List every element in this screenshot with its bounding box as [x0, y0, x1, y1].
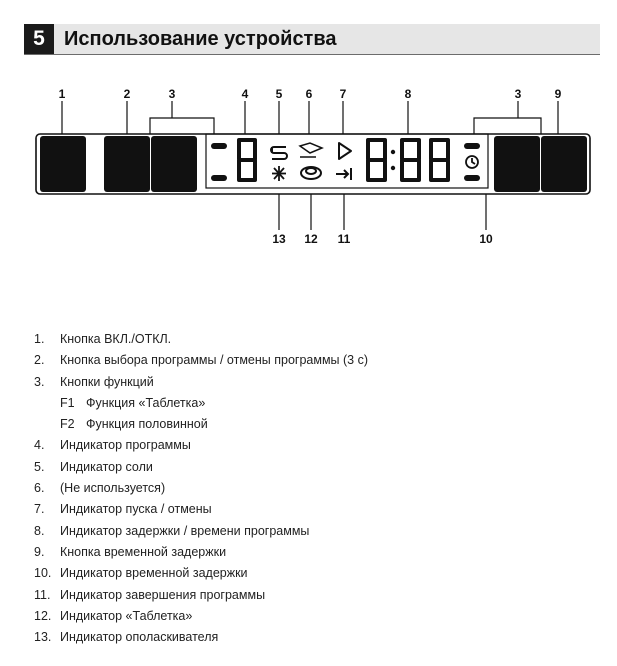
callout-5: 5	[275, 87, 283, 101]
callout-6: 6	[305, 87, 313, 101]
callout-3-right: 3	[514, 87, 522, 101]
callout-12: 12	[304, 232, 318, 246]
program-select-button[interactable]	[104, 136, 150, 192]
callout-2: 2	[123, 87, 131, 101]
callout-1: 1	[58, 87, 66, 101]
callout-13: 13	[272, 232, 286, 246]
on-off-button[interactable]	[40, 136, 86, 192]
f4-indicator-bar	[464, 175, 480, 181]
function-button-f1[interactable]	[151, 136, 197, 192]
rinse-aid-icon	[272, 166, 286, 181]
control-panel-diagram	[0, 0, 617, 320]
callout-9: 9	[554, 87, 562, 101]
callout-11: 11	[337, 232, 351, 246]
callout-7: 7	[339, 87, 347, 101]
section-title: Использование устройства	[64, 28, 337, 50]
delay-start-button[interactable]	[541, 136, 587, 192]
callout-4: 4	[241, 87, 249, 101]
function-button-f2[interactable]	[494, 136, 540, 192]
callout-10: 10	[479, 232, 493, 246]
f3-indicator-bar	[464, 143, 480, 149]
section-number: 5	[24, 24, 54, 54]
callout-8: 8	[404, 87, 412, 101]
f1-indicator-bar	[211, 143, 227, 149]
f2-indicator-bar	[211, 175, 227, 181]
callout-3-left: 3	[168, 87, 176, 101]
